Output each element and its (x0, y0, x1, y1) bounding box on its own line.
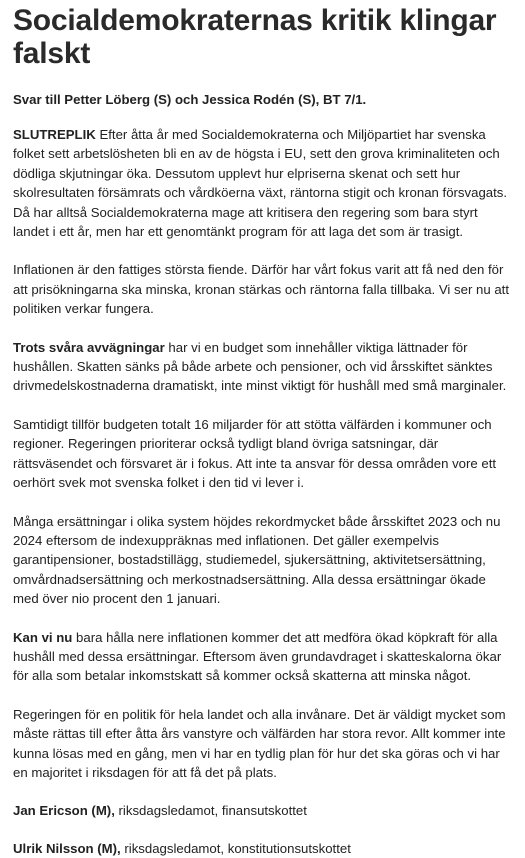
paragraph-lead: SLUTREPLIK (13, 127, 96, 142)
paragraph-text: Inflationen är den fattiges största fiende. Därför har vårt fokus varit att få ned den för att prisökningarna ska minska, kronan stärkas och räntorna falla tillbaka. Vi ser nu att politiken verkar fungera. (13, 262, 510, 317)
paragraph-3 (13, 338, 512, 396)
paragraph-4 (13, 415, 512, 493)
signature-role: riksdagsledamot, konstitutionsutskottet (120, 841, 351, 857)
signature-2 (13, 839, 512, 858)
paragraph-lead: Kan vi nu (13, 629, 73, 645)
paragraph-6 (13, 628, 512, 686)
paragraph-text: Många ersättningar i olika system höjdes rekordmycket både årsskiftet 2023 och nu 2024 eftersom de indexuppräknas med inflationen. Det gäller exempelvis garantipensioner, bostadstillägg, studiemedel, sjukersättning, aktivitetsersättning, omvårdnadsersättning och merkostnadsersättning. Alla dessa ersättningar ökade med över nio procent den 1 januari. (13, 513, 501, 607)
signature-1 (13, 801, 512, 820)
paragraph-text: har vi en budget som innehåller viktiga lättnader för hushållen. Skatten sänks på både arbete och pensioner, och vid årsskiftet sänktes drivmedelskostnaderna dramatiskt, inte minst viktigt för hushåll med små marginaler. (13, 339, 507, 394)
article-headline: Socialdemokraternas kritik klingar falskt (13, 4, 497, 70)
signature-role: riksdagsledamot, finansutskottet (114, 803, 307, 819)
paragraph-text: Regeringen för en politik för hela landet och alla invånare. Det är väldigt mycket som måste rättas till efter åtta års vanstyre och välfärden har stora revor. Allt kommer inte kunna lösas med en gång, men vi har en tydlig plan för hur det ska göras och vi har en majoritet i riksdagen för att få det på plats. (13, 706, 506, 780)
signature-name: Jan Ericson (M), (13, 803, 115, 819)
paragraph-2 (13, 260, 512, 318)
paragraph-5 (13, 512, 512, 609)
signature-name: Ulrik Nilsson (M), (13, 841, 121, 857)
paragraph-7 (13, 705, 512, 783)
paragraph-text: Samtidigt tillför budgeten totalt 16 miljarder för att stötta välfärden i kommuner och regioner. Regeringen prioriterar också tydligt bland övriga satsningar, där rättsväsendet och försvaret är i fokus. Att inte ta ansvar för dessa områden vore ett oerhört svek mot svenska folket i den tid vi lever i. (13, 416, 497, 491)
paragraph-text: Efter åtta år med Socialdemokraterna och Miljöpartiet har svenska folket sett arbetslösheten bli en av de högsta i EU, sett den grova kriminaliteten och dödliga skjutningar öka. Dessutom upplevt hur elpriserna skenat och sett hur skolresultaten försämrats och vårdköerna växt, räntorna stigit och kronan försvagats. Då har alltså Socialdemokraterna mage att kritisera den regering som bara styrt landet i ett år, men har ett genomtänkt program för att laga det som är trasigt. (13, 127, 508, 240)
article-subtitle: Svar till Petter Löberg (S) och Jessica Rodén (S), BT 7/1. (13, 92, 367, 107)
paragraph-text: bara hålla nere inflationen kommer det att medföra ökad köpkraft för alla hushåll med dessa ersättningar. Eftersom även grundavdraget i skatteskalorna ökar för alla som betalar inkomstskatt så kommer också skatterna att minska något. (13, 629, 502, 684)
paragraph-1 (13, 125, 512, 241)
paragraph-lead: Trots svåra avvägningar (13, 339, 165, 355)
